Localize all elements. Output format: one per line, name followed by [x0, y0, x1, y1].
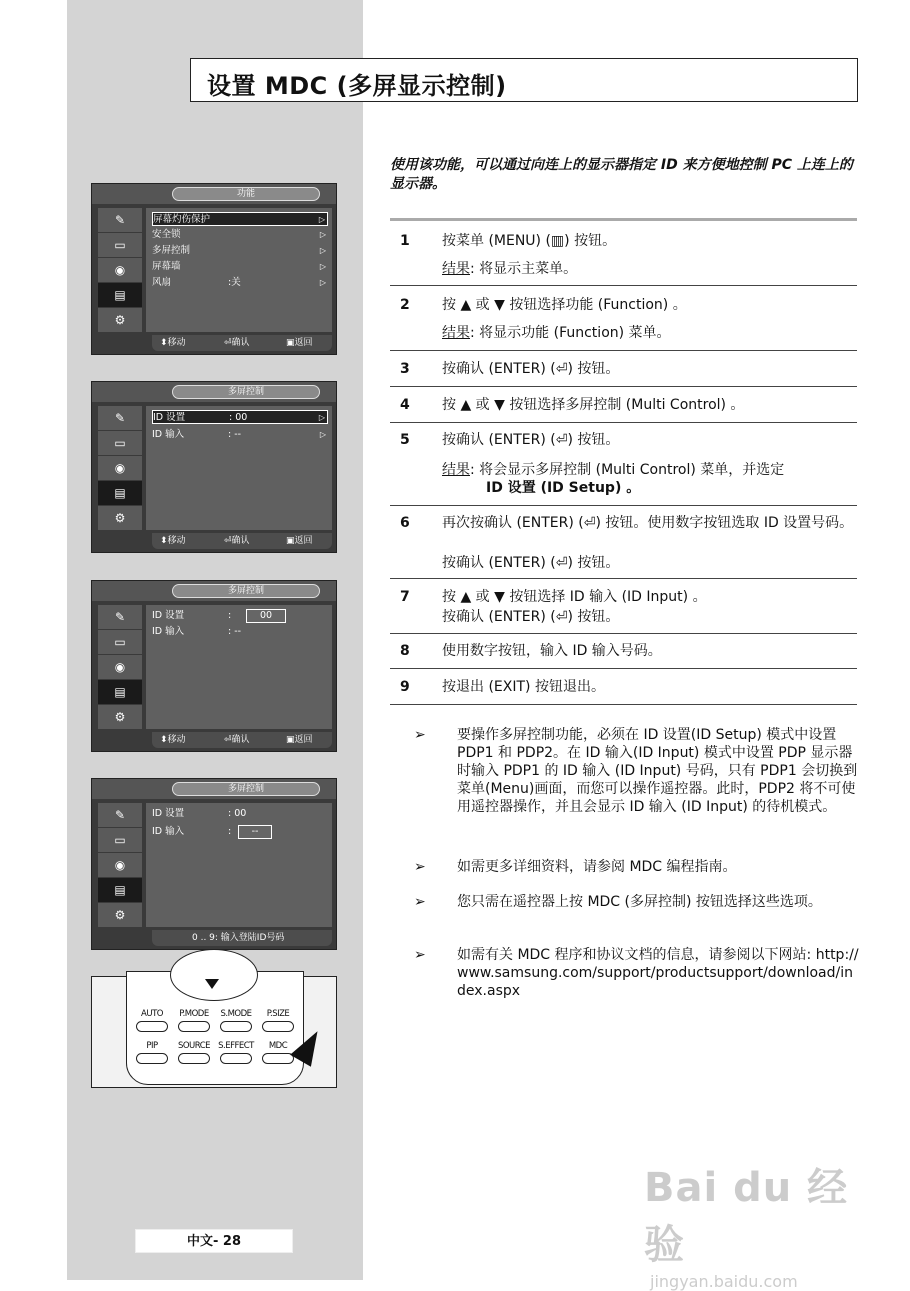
setup-icon: ▤ — [98, 481, 142, 505]
dpad — [170, 949, 258, 1001]
smode-button — [220, 1021, 252, 1032]
seffect-button — [220, 1053, 252, 1064]
id-input-field: -- — [238, 825, 272, 839]
chevron-right-icon: ▷ — [319, 262, 326, 271]
auto-button — [136, 1021, 168, 1032]
osd-row: ID 输入 : -- — [152, 626, 242, 637]
sound-icon: ◉ — [98, 853, 142, 877]
psize-button — [262, 1021, 294, 1032]
arrow-down-icon — [205, 979, 219, 989]
divider — [390, 422, 857, 423]
screen-icon: ▭ — [98, 630, 142, 654]
osd-header: 功能 — [172, 187, 320, 201]
divider — [390, 386, 857, 387]
setup-icon: ▤ — [98, 680, 142, 704]
divider — [390, 218, 857, 221]
picture-icon: ✎ — [98, 803, 142, 827]
osd-row: 风扇 :关 ▷ — [152, 277, 326, 288]
osd-icon-rail — [98, 208, 142, 332]
osd-footer: ⬍移动 ⏎确认 ▣返回 — [152, 335, 332, 351]
picture-icon: ✎ — [98, 406, 142, 430]
id-setup-field: 00 — [246, 609, 286, 623]
pip-button — [136, 1053, 168, 1064]
osd-row: 屏幕灼伤保护 ▷ — [152, 212, 328, 226]
gear-icon: ⚙ — [98, 308, 142, 332]
gear-icon: ⚙ — [98, 506, 142, 530]
remote-control-illustration: AUTO P.MODE S.MODE P.SIZE PIP SOURCE S.EFFECT MDC — [91, 976, 337, 1088]
divider — [390, 505, 857, 506]
picture-icon: ✎ — [98, 208, 142, 232]
osd-icon-rail — [98, 803, 142, 927]
sound-icon: ◉ — [98, 258, 142, 282]
osd-icon-rail — [98, 605, 142, 729]
osd-row: 屏幕墙 ▷ — [152, 261, 326, 272]
intro-text: 使用该功能，可以通过向连上的显示器指定 ID 来方便地控制 PC 上连上的显示器。 — [390, 157, 853, 192]
gear-icon: ⚙ — [98, 705, 142, 729]
page-number: 中文- 28 — [135, 1229, 293, 1253]
setup-icon: ▤ — [98, 283, 142, 307]
osd-icon-rail — [98, 406, 142, 530]
arrow-bullet-icon: ➢ — [414, 947, 426, 963]
divider — [390, 578, 857, 579]
source-button — [178, 1053, 210, 1064]
osd-footer: 0 .. 9: 输入登陆ID号码 — [152, 930, 332, 946]
osd-function-menu — [91, 183, 337, 355]
divider — [390, 350, 857, 351]
chevron-right-icon: ▷ — [319, 278, 326, 287]
baidu-watermark: Bai du 经验 jingyan.baidu.com — [644, 1165, 849, 1291]
arrow-bullet-icon: ➢ — [414, 894, 426, 910]
page-title: 设置 MDC (多屏显示控制) — [190, 58, 858, 102]
osd-row: ID 设置 : — [152, 610, 232, 621]
osd-footer: ⬍移动 ⏎确认 ▣返回 — [152, 732, 332, 748]
osd-header: 多屏控制 — [172, 584, 320, 598]
divider — [390, 285, 857, 286]
chevron-right-icon: ▷ — [319, 230, 326, 239]
screen-icon: ▭ — [98, 233, 142, 257]
osd-row: ID 设置 : 00 ▷ — [152, 410, 328, 424]
osd-id-setup — [91, 580, 337, 752]
osd-row: ID 输入 : -- ▷ — [152, 429, 326, 440]
osd-id-input — [91, 778, 337, 950]
osd-footer: ⬍移动 ⏎确认 ▣返回 — [152, 533, 332, 549]
osd-header: 多屏控制 — [172, 385, 320, 399]
sound-icon: ◉ — [98, 456, 142, 480]
osd-row: 安全锁 ▷ — [152, 229, 326, 240]
osd-row: ID 输入 : — [152, 826, 232, 837]
gear-icon: ⚙ — [98, 903, 142, 927]
osd-header: 多屏控制 — [172, 782, 320, 796]
chevron-right-icon: ▷ — [319, 430, 326, 439]
setup-icon: ▤ — [98, 878, 142, 902]
pmode-button — [178, 1021, 210, 1032]
osd-multi-control-menu — [91, 381, 337, 553]
osd-row: 多屏控制 ▷ — [152, 245, 326, 256]
sound-icon: ◉ — [98, 655, 142, 679]
chevron-right-icon: ▷ — [318, 413, 325, 422]
arrow-bullet-icon: ➢ — [414, 727, 426, 743]
arrow-bullet-icon: ➢ — [414, 859, 426, 875]
chevron-right-icon: ▷ — [318, 215, 325, 224]
osd-row: ID 设置 : 00 — [152, 808, 247, 819]
divider — [390, 704, 857, 705]
screen-icon: ▭ — [98, 828, 142, 852]
picture-icon: ✎ — [98, 605, 142, 629]
divider — [390, 668, 857, 669]
screen-icon: ▭ — [98, 431, 142, 455]
chevron-right-icon: ▷ — [319, 246, 326, 255]
divider — [390, 633, 857, 634]
